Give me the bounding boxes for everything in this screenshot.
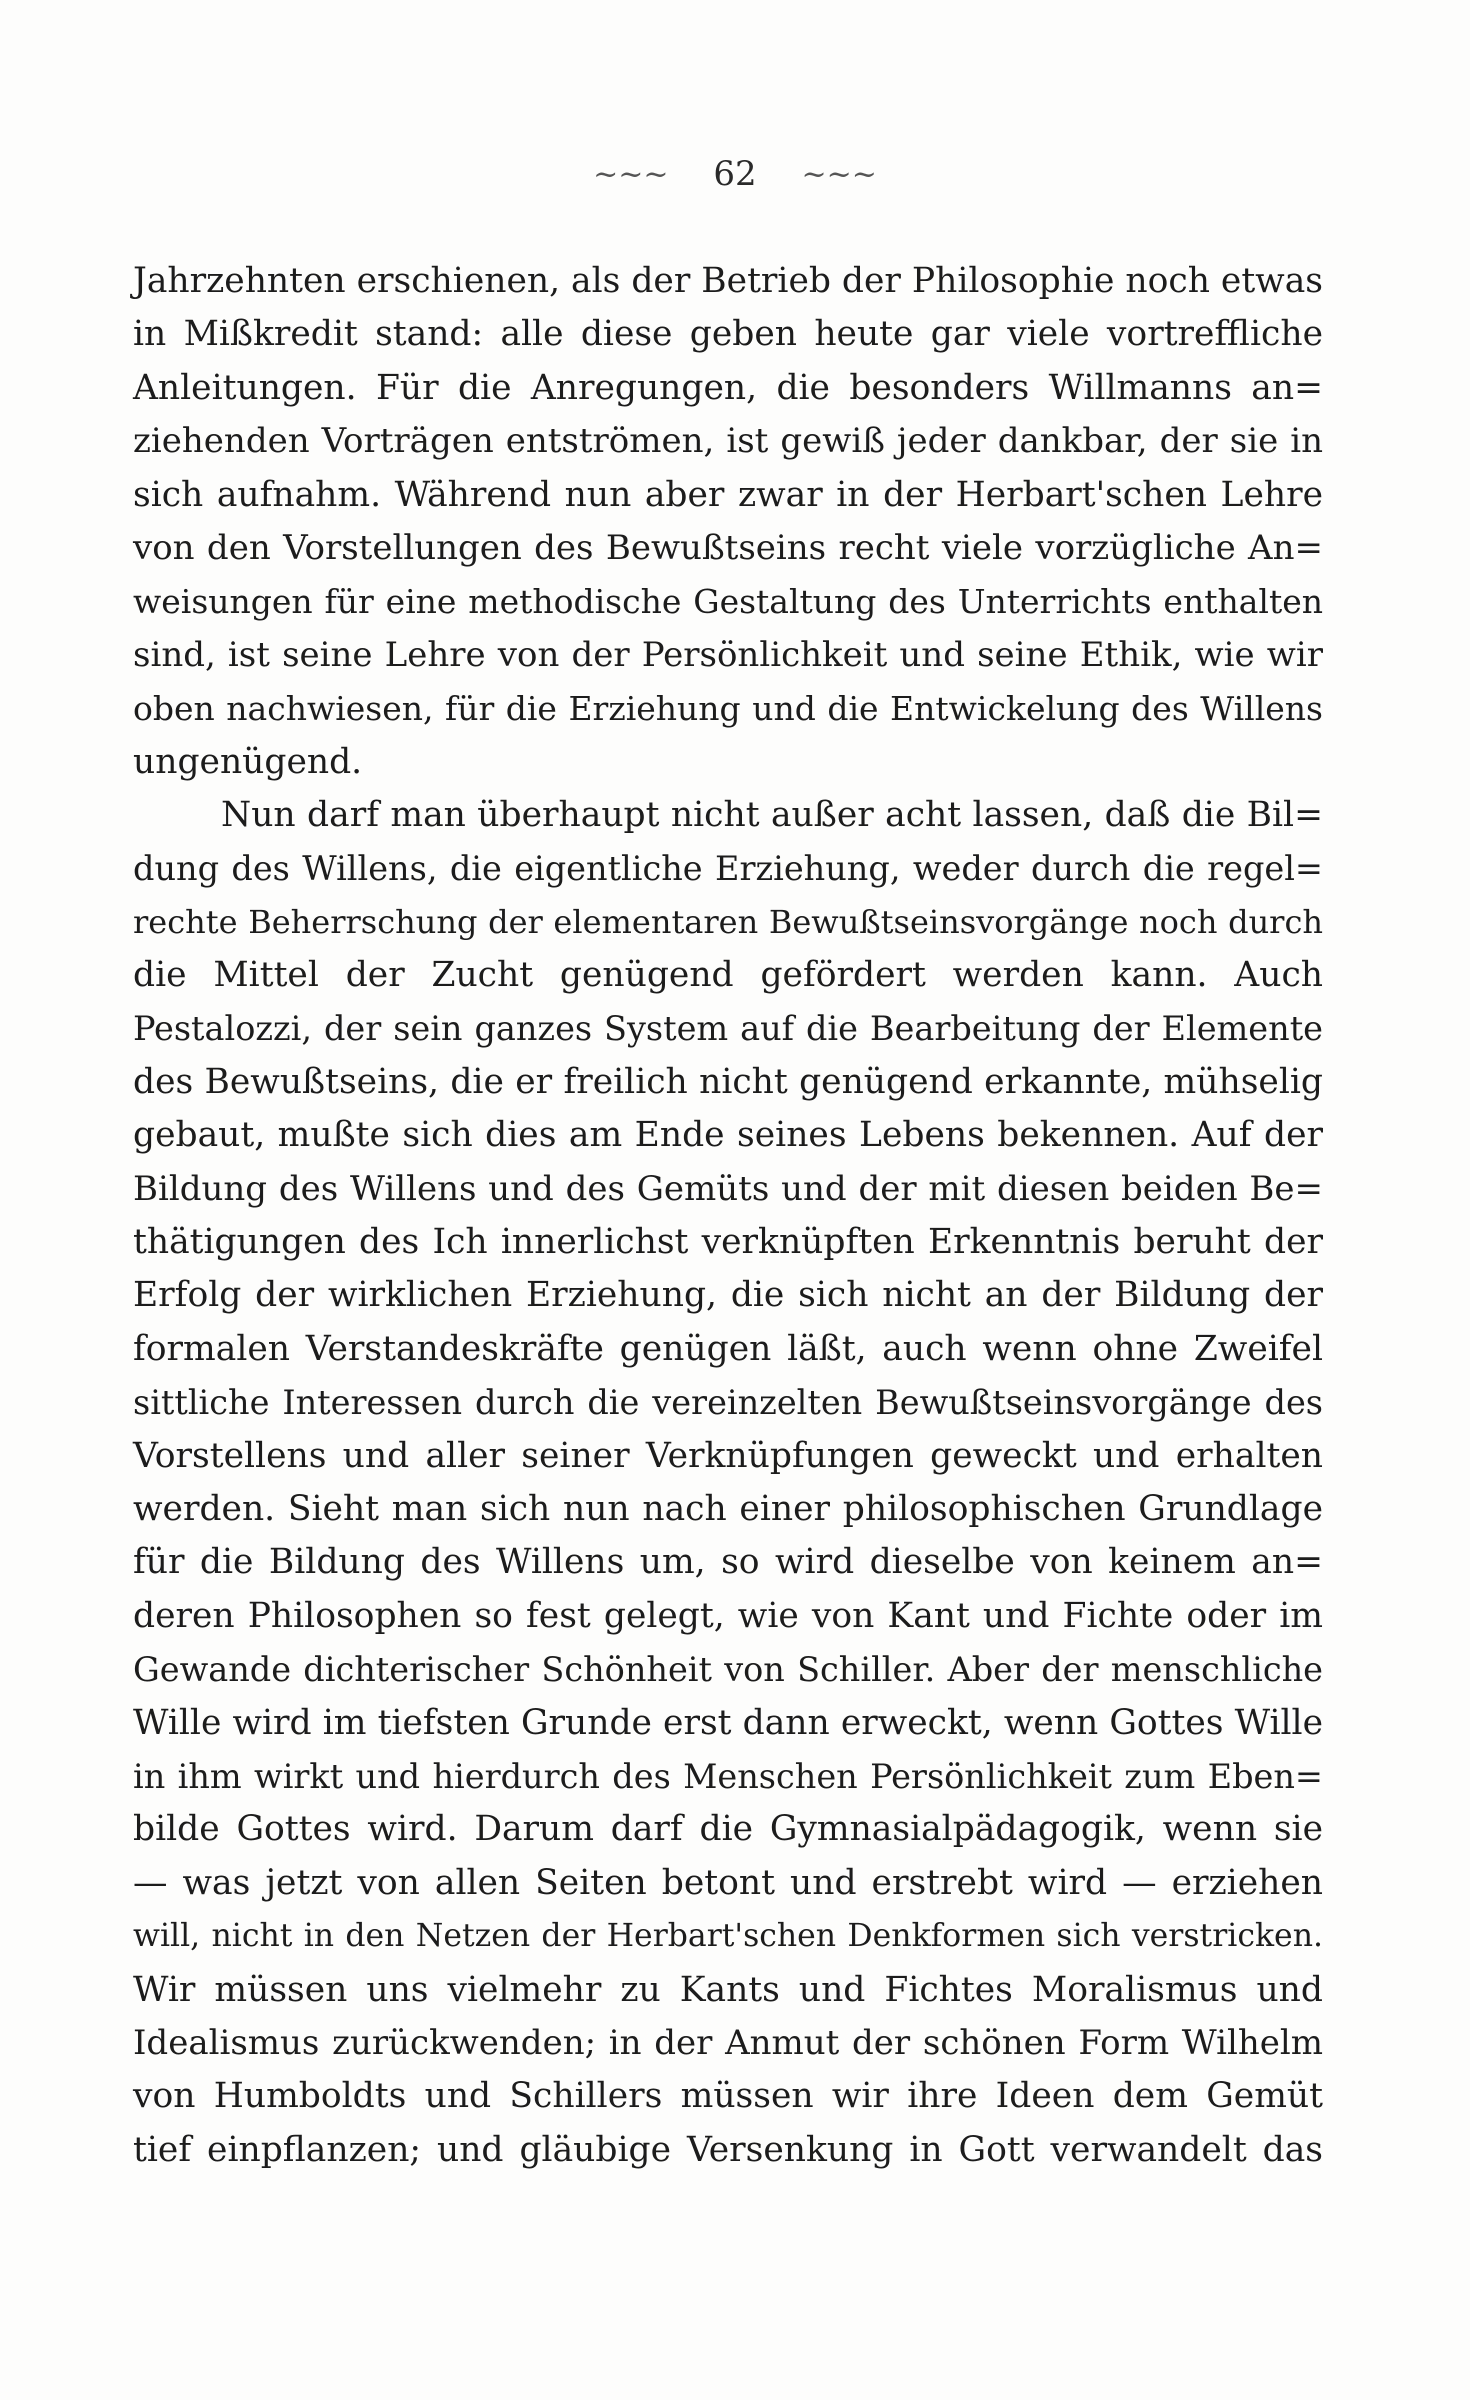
text-line: in Mißkredit stand: alle diese geben heute gar viele vortreffliche (133, 314, 1323, 355)
page-number: 62 (713, 154, 757, 194)
text-line: Idealismus zurückwenden; in der Anmut der schönen Form Wilhelm (133, 2022, 1323, 2063)
page-header (0, 152, 1470, 192)
text-line: in ihm wirkt und hierdurch des Menschen Persönlichkeit zum Eben= (133, 1756, 1323, 1796)
text-line: Gewande dichterischer Schönheit von Schiller. Aber der menschliche (133, 1650, 1323, 1690)
text-line: — was jetzt von allen Seiten betont und erstrebt wird — erziehen (133, 1862, 1323, 1903)
text-line: formalen Verstandeskräfte genügen läßt, auch wenn ohne Zweifel (133, 1328, 1323, 1369)
text-line: thätigungen des Ich innerlichst verknüpften Erkenntnis beruht der (133, 1222, 1323, 1263)
ornament-left: ~~~ (593, 156, 669, 192)
text-line: gebaut, mußte sich dies am Ende seines Lebens bekennen. Auf der (133, 1115, 1323, 1156)
text-line: weisungen für eine methodische Gestaltung des Unterrichts enthalten (133, 582, 1323, 622)
text-line: von Humboldts und Schillers müssen wir ihre Ideen dem Gemüt (133, 2076, 1323, 2117)
text-line: sich aufnahm. Während nun aber zwar in der Herbart'schen Lehre (133, 474, 1323, 515)
text-line: ungenügend. (133, 741, 363, 782)
text-line: die Mittel der Zucht genügend gefördert werden kann. Auch (133, 955, 1323, 996)
text-line: Wir müssen uns vielmehr zu Kants und Fichtes Moralismus und (133, 1969, 1323, 2010)
text-line: tief einpflanzen; und gläubige Versenkung in Gott verwandelt das (133, 2129, 1323, 2170)
text-line: werden. Sieht man sich nun nach einer philosophischen Grundlage (133, 1488, 1323, 1529)
text-line: rechte Beherrschung der elementaren Bewußtseinsvorgänge noch durch (133, 902, 1323, 941)
text-line: will, nicht in den Netzen der Herbart'schen Denkformen sich verstricken. (133, 1918, 1323, 1955)
text-line: oben nachwiesen, für die Erziehung und die Entwickelung des Willens (133, 689, 1323, 729)
text-line: bilde Gottes wird. Darum darf die Gymnasialpädagogik, wenn sie (133, 1809, 1323, 1850)
text-line: für die Bildung des Willens um, so wird dieselbe von keinem an= (133, 1542, 1323, 1583)
text-line: Jahrzehnten erschienen, als der Betrieb der Philosophie noch etwas (133, 261, 1323, 301)
text-line: sittliche Interessen durch die vereinzelten Bewußtseinsvorgänge des (133, 1383, 1323, 1423)
text-line: des Bewußtseins, die er freilich nicht genügend erkannte, mühselig (133, 1061, 1323, 1102)
ornament-right: ~~~ (801, 156, 877, 192)
text-line: Nun darf man überhaupt nicht außer acht lassen, daß die Bil= (221, 794, 1323, 835)
text-line: Erfolg der wirklichen Erziehung, die sich nicht an der Bildung der (133, 1275, 1323, 1316)
text-line: Vorstellens und aller seiner Verknüpfungen geweckt und erhalten (133, 1435, 1323, 1476)
text-line: von den Vorstellungen des Bewußtseins recht viele vorzügliche An= (133, 527, 1323, 568)
body-text (133, 255, 1323, 2177)
text-line: sind, ist seine Lehre von der Persönlichkeit und seine Ethik, wie wir (133, 634, 1323, 675)
text-line: Anleitungen. Für die Anregungen, die besonders Willmanns an= (133, 367, 1323, 408)
text-line: ziehenden Vorträgen entströmen, ist gewiß jeder dankbar, der sie in (133, 421, 1323, 462)
text-line: deren Philosophen so fest gelegt, wie von Kant und Fichte oder im (133, 1595, 1323, 1636)
text-line: Wille wird im tiefsten Grunde erst dann erweckt, wenn Gottes Wille (133, 1702, 1323, 1743)
text-line: Pestalozzi, der sein ganzes System auf die Bearbeitung der Elemente (133, 1009, 1323, 1049)
text-line: dung des Willens, die eigentliche Erziehung, weder durch die regel= (133, 849, 1323, 889)
text-line: Bildung des Willens und des Gemüts und der mit diesen beiden Be= (133, 1168, 1323, 1209)
